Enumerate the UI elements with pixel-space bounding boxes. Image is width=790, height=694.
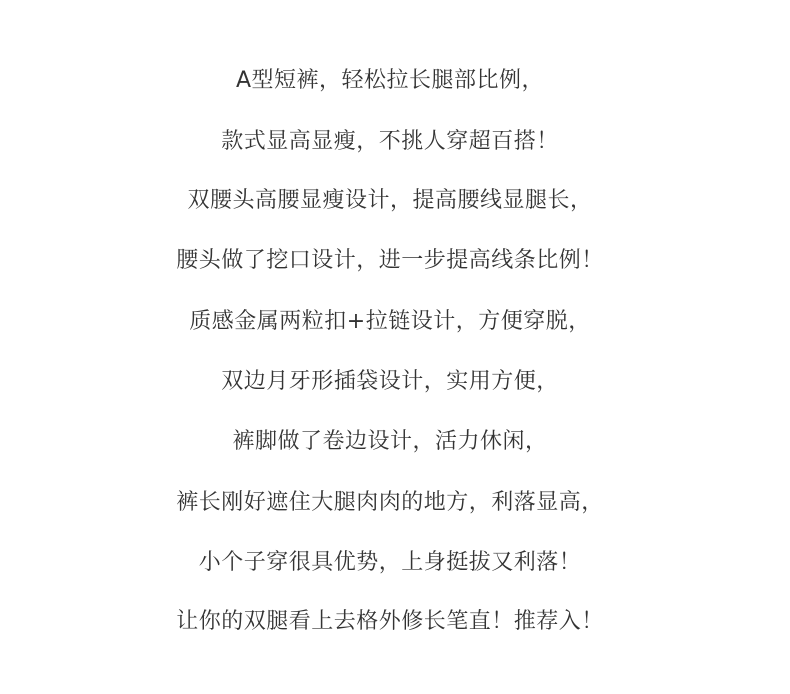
description-line-7: 裤脚做了卷边设计，活力休闲， <box>232 429 548 454</box>
description-line-3: 双腰头高腰显瘦设计，提高腰线显腿长， <box>187 188 593 213</box>
description-line-5: 质感金属两粒扣+拉链设计，方便穿脱， <box>189 309 591 334</box>
description-line-8: 裤长刚好遮住大腿肉肉的地方，利落显高， <box>176 490 604 515</box>
description-line-2: 款式显高显瘦，不挑人穿超百搭！ <box>221 129 559 154</box>
description-line-4: 腰头做了挖口设计，进一步提高线条比例！ <box>176 248 604 273</box>
description-line-10: 让你的双腿看上去格外修长笔直！推荐入！ <box>176 609 604 634</box>
description-line-9: 小个子穿很具优势，上身挺拔又利落！ <box>198 550 582 575</box>
description-line-1: A型短裤，轻松拉长腿部比例， <box>235 68 545 93</box>
description-line-6: 双边月牙形插袋设计，实用方便， <box>221 369 559 394</box>
